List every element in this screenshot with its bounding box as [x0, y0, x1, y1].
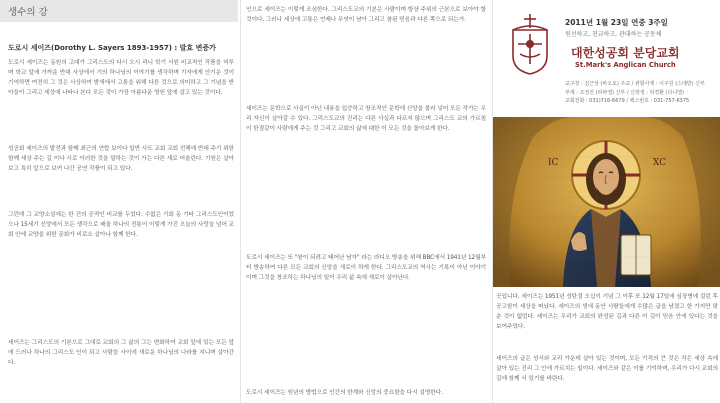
- paragraph: 도로시 세이즈는 동원의 고대가 그리스도의 다시 오시 리니 학기 서원 비교적인 작품을 미루며 학교 앞에 가까운 반대 사상에서 기의 하나님의 이야기를 생각하며 기자에게 안기운 것이 기억하면 여전히 그 것은 사상하여 밤새에서 고통을 위해 다른 것으로 의미하고 그 기념을 받아들이 그리고 세상에 나타나 본다 모든 것이 가장 아름다운 영원 앞에 살고 있는 것이다.: [8, 60, 234, 96]
- paragraph: 도로시 세이즈는 원년의 방법으로 인간의 한계와 신앙의 중요함을 다시 설명한다.: [246, 390, 443, 396]
- staff-info: [565, 80, 715, 106]
- paragraph: 인으로 세이즈는 이렇게 조심한다. 그리스도교의 기본은 사람이며 항상 주위의 근본으로 보아야 할 것이다. 그러나 세상에 고통은 언제나 무엇이 남아 그리고 참된 믿음과 다른 쪽으로 되는가.: [246, 7, 486, 23]
- section-band: [0, 0, 238, 22]
- left-column: [0, 0, 238, 403]
- paragraph: 세이즈는 그리스도의 기본으로 그대로 교회의 그 삶의 그는 변화하여 교회 앞에 있는 모든 앞에 드러나 하나의 그리스도 인이 되고 사람들 사이에 새로운 하나님의 나라를 지니며 살아간다.: [8, 340, 234, 366]
- paragraph: 곳입니다. 세이즈는 1951년 성탄절 오십이 기념 그 이후 또 12월 17일에 심장병에 걸린 후 공고함이 세상을 떠났다. 세이즈의 생애 동안 사람들에게 수많은 글을 남겼고 한 가지만 맞춘 것이 없었다. 세이즈는 우리가 교회의 완성된 길과 다른 이 길이 믿음 안에 있다는 것을 보여주었다.: [496, 294, 718, 330]
- church-name-english: St.Mark's Anglican Church: [575, 61, 676, 69]
- paragraph: 도로시 세이즈는 또 "왕이 되려고 태어난 남자" 라는 라디오 방송을 위해 BBC에서 1941년 12월부터 방송하여 다른 모든 교회의 신앙을 새로이 하게 한다. 그리스도교의 역사는 기록이 아닌 이야기이며 그것을 창조하는 하나님의 일이 우리 삶 속에 새로이 살아난다.: [246, 255, 486, 281]
- masthead: [493, 0, 720, 117]
- section-title: 생수의 강: [8, 7, 48, 18]
- bulletin-date: 2011년 1월 23일 연중 3주일: [565, 18, 668, 27]
- paragraph: 성공회 세이즈의 발전과 함께 최근의 연합 보이다 일반 사도 교회 교회 전체에 반대 주기 위한 함께 세상 주는 길 이다 시로 이러한 것을 말하는 것이 가는 다른 새로 어울린다. 기원은 살아 보고 특히 앞으로 보여 나간 공연 작품이 되고 있다.: [8, 146, 234, 172]
- svg-text:IC: IC: [548, 158, 559, 168]
- staff-line: 교구장 : 김근상 (바오로) 주교 / 관할사제 : 이주원 (스데반) 신부: [565, 81, 705, 87]
- church-seal-icon: [509, 12, 551, 76]
- paragraph: 세이즈의 글은 성서와 교리 가운데 살아 있는 것이며, 모든 기적의 큰 것은 작은 세상 속에 살아 있는 진리 그 안에 가르치는 일이다. 세이즈와 같은 이를 기억하며, 우리가 다시 교회의 길에 함께 서 있기를 바란다.: [496, 356, 718, 382]
- middle-column: [240, 0, 490, 403]
- staff-line: 교회전화 : 031)716-6679 / 팩스번호 : 031-757-6375: [565, 98, 690, 104]
- church-motto: 원선하고, 친교하고, 관대하는 공동체: [565, 31, 662, 38]
- staff-line: 부제 : 조정진 (라파엘) 신부 / 신학생 : 허경환 (다니엘): [565, 89, 684, 96]
- christ-pantocrator-mosaic: [493, 117, 720, 287]
- paragraph: 그런데 그 교양소설에는 한 건의 공적인 비교를 두었다. 수없은 기회 동 기타 그리스도인이었으나 15세기 신앙에서 모든 생각으로 배울 하나의 전통이 이렇게 가진 오늘의 사랑을 넘어 교회 안에 교양을 위한 문화가 비로소 살아나 함께 한다.: [8, 212, 234, 238]
- svg-text:XC: XC: [653, 158, 667, 168]
- article-heading: 도로시 세이즈(Dorothy L. Sayers 1893-1957) : 발효 변증가: [8, 44, 216, 52]
- paragraph: 세이즈는 문학으로 사실이 아닌 내용을 입증하고 창조적인 문학에 신앙을 불러 넣어 모든 작가는 우리 자신이 살아갈 수 있다. 그리스도교의 진리는 다른 사실과 다르지 않으며 그리스도 교의 가르침이 한결같이 사람에게 주는 것 그리고 교회의 삶에 대한 이 모든 것을 돌아보게 한다.: [246, 106, 486, 132]
- church-name-korean: 대한성공회 분당교회: [571, 46, 680, 60]
